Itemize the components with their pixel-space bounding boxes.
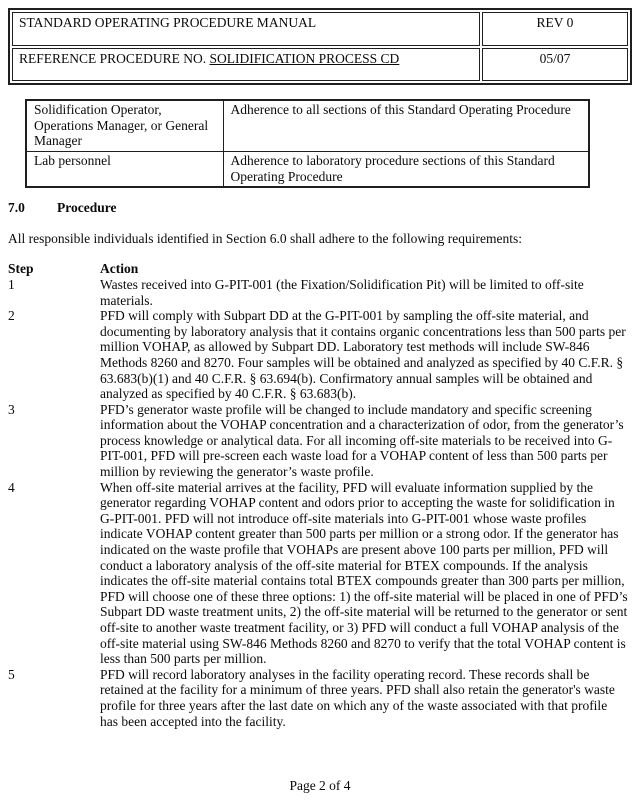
sop-header-table — [8, 8, 632, 85]
reference-procedure-name: SOLIDIFICATION PROCESS CD — [209, 50, 400, 66]
steps-column-header-step: Step — [8, 261, 34, 277]
table-row — [26, 151, 589, 187]
revision-number: REV 0 — [482, 12, 628, 46]
reference-procedure — [12, 48, 480, 82]
table-row — [12, 12, 628, 46]
responsibility-table — [25, 99, 590, 188]
reference-procedure-label: REFERENCE PROCEDURE NO. — [19, 50, 210, 66]
step-number: 4 — [8, 479, 15, 495]
step-number: 5 — [8, 666, 15, 682]
page-number-footer: Page 2 of 4 — [289, 778, 351, 794]
step-action-text: When off-site material arrives at the facility, PFD will evaluate information supplied by the generator regarding VOHAP content and odors prior to accepting the waste for solidification in G-PIT-001. PFD will not introduce off-site materials into G-PIT-001 whose waste profiles indicate VOHAP content greater than 500 parts per million or a strong odor. If the generator has indicated on the waste profile that VOHAPs are present above 100 parts per million, PFD will conduct a laboratory analysis of the off-site material for BTEX compounds. If the analysis indicates the off-site material contains total BTEX compounds greater than 300 parts per million, PFD will choose one of these three options: 1) the off-site material will be placed in one of PFD’s Subpart DD waste treatment units, 2) the off-site material will be returned to the generator or sent off-site to another waste treatment facility, or 3) PFD will conduct a full VOHAP analysis of the off-site material using SW-846 Methods 8260 and 8270 to verify that the total VOHAP content is less than 500 parts per million. — [100, 479, 628, 667]
steps-table — [8, 261, 632, 729]
step-number: 2 — [8, 308, 15, 324]
revision-date: 05/07 — [482, 48, 628, 82]
role-cell: Lab personnel — [26, 151, 223, 187]
table-row — [12, 48, 628, 82]
step-number: 1 — [8, 276, 15, 292]
responsibility-cell: Adherence to laboratory procedure sections of this Standard Operating Procedure — [223, 151, 589, 187]
section-title: Procedure — [57, 200, 117, 216]
step-number: 3 — [8, 401, 15, 417]
step-action-text: PFD’s generator waste profile will be changed to include mandatory and specific screening information about the VOHAP concentration and a characterization of odor, from the generator’s process knowledge or analytical data. For all incoming off-site materials to be received into G-PIT-001, PFD will pre-screen each waste load for a VOHAP content of less than 500 parts per million by reviewing the generator’s waste profile. — [100, 401, 624, 480]
responsibility-cell: Adherence to all sections of this Standard Operating Procedure — [223, 100, 589, 151]
step-action-text: PFD will comply with Subpart DD at the G-PIT-001 by sampling the off-site material, and documenting by laboratory analysis that it contains organic concentrations less than 500 parts per million VOHAP, as allowed by Subpart DD. Laboratory test methods will include SW-846 Methods 8260 and 8270. Four samples will be obtained and analyzed as specified by 40 C.F.R. § 63.683(b)(1) and 40 C.F.R. § 63.694(b). Confirmatory annual samples will be obtained and analyzed as specified by 40 C.F.R. § 63.683(b). — [100, 308, 626, 402]
table-row — [26, 100, 589, 151]
role-cell: Solidification Operator, Operations Manager, or General Manager — [26, 100, 223, 151]
section-number: 7.0 — [8, 200, 25, 216]
section-intro: All responsible individuals identified in Section 6.0 shall adhere to the following requirements: — [8, 230, 523, 246]
steps-column-header-action: Action — [100, 261, 139, 277]
section-heading — [8, 200, 632, 216]
manual-title: STANDARD OPERATING PROCEDURE MANUAL — [12, 12, 480, 46]
step-action-text: Wastes received into G-PIT-001 (the Fixation/Solidification Pit) will be limited to off-site materials. — [100, 276, 584, 308]
step-action-text: PFD will record laboratory analyses in the facility operating record. These records shall be retained at the facility for a minimum of three years. PFD shall also retain the generator's waste profile for three years after the last date on which any of the waste associated with that profile has been accepted into the facility. — [100, 666, 615, 729]
